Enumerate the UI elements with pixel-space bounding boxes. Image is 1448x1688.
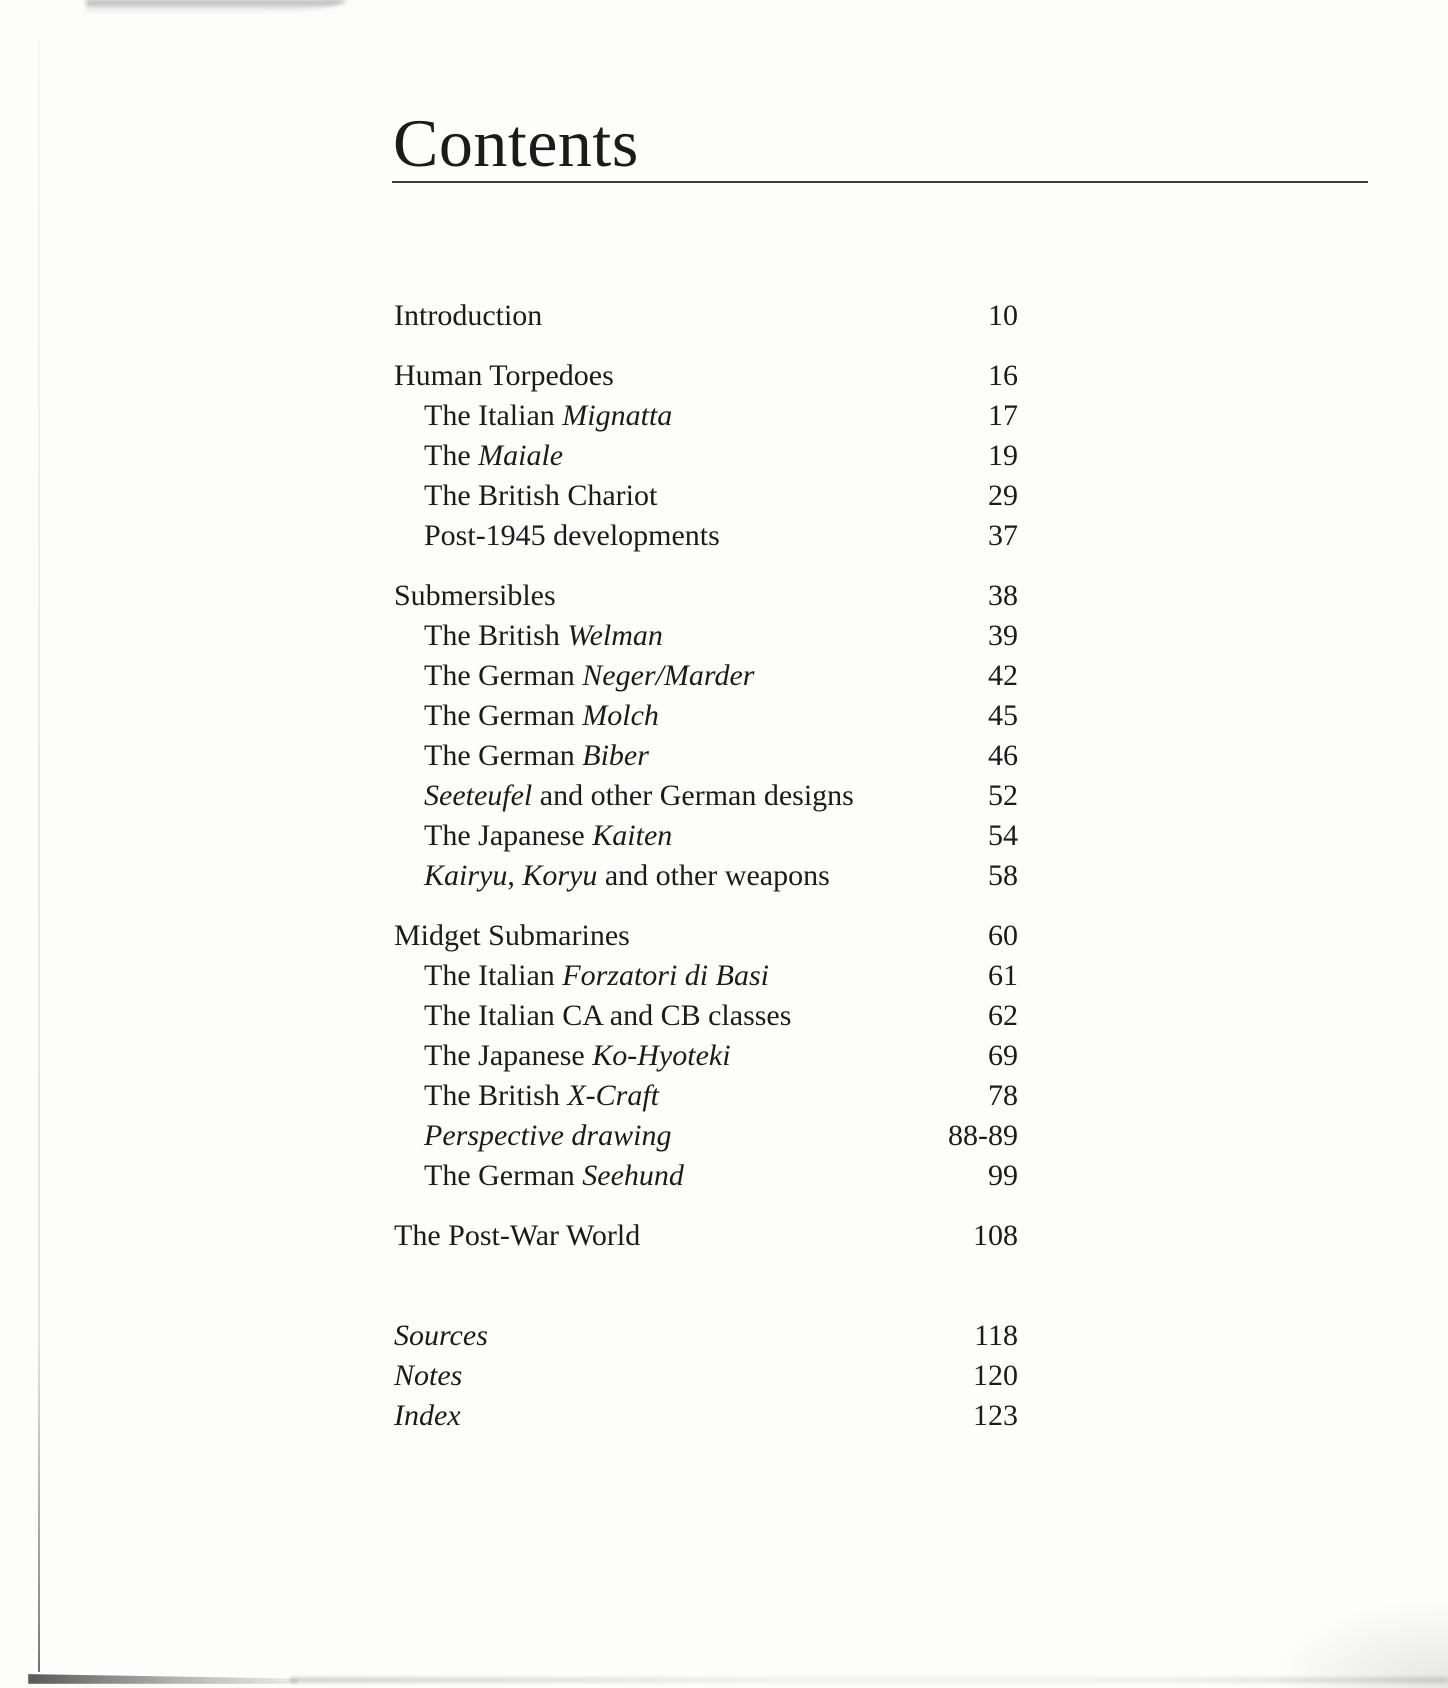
toc-entry-italic-text: Maiale [478,439,564,472]
scan-page-edge-line [38,40,40,1672]
toc-entry-text: The German [424,739,583,772]
toc-entry-label [394,356,968,396]
toc-entry-text: Introduction [394,299,543,332]
toc-page-number: 78 [988,1079,1018,1112]
toc-entry-italic-text: Notes [394,1359,463,1392]
toc-entry-label [394,736,968,776]
toc-entry-label [394,1036,968,1076]
toc-group [394,1216,1018,1256]
toc-row [394,296,1018,336]
toc-row [394,436,1018,476]
toc-entry-label [394,476,968,516]
toc-group [394,576,1018,896]
toc-page-number: 88-89 [948,1119,1018,1152]
toc-entry-italic-text: X-Craft [567,1079,659,1112]
toc-page-number: 37 [988,519,1018,552]
table-of-contents [394,296,1018,1456]
title-rule-divider [392,181,1368,183]
toc-entry-label [394,1356,953,1396]
toc-entry-text: , [507,859,523,892]
toc-entry-text: and other weapons [597,859,830,892]
toc-row [394,576,1018,616]
toc-row [394,776,1018,816]
toc-entry-label [394,1116,928,1156]
toc-group [394,356,1018,556]
toc-entry-label [394,516,968,556]
toc-entry-italic-text: Perspective drawing [424,1119,672,1152]
toc-entry-text: The Post-War World [394,1219,641,1252]
toc-page-number: 61 [988,959,1018,992]
toc-row [394,736,1018,776]
toc-entry-text: The Italian [424,399,563,432]
toc-entry-italic-text: Biber [582,739,649,772]
toc-entry-label [394,956,968,996]
toc-entry-label [394,1216,953,1256]
toc-entry-italic-text: Seeteufel [424,779,533,812]
toc-entry-label [394,1316,954,1356]
toc-entry-label [394,436,968,476]
toc-entry-label [394,1076,968,1116]
toc-row [394,856,1018,896]
toc-entry-text: The British Chariot [424,479,658,512]
toc-page-number: 10 [988,299,1018,332]
toc-entry-italic-text: Ko-Hyoteki [592,1039,731,1072]
toc-group [394,916,1018,1196]
scan-top-smear [86,0,346,15]
toc-entry-label [394,996,968,1036]
toc-entry-text: The Italian [424,959,563,992]
toc-row [394,356,1018,396]
toc-entry-italic-text: Neger/Marder [582,659,755,692]
toc-entry-label [394,816,968,856]
toc-page-number: 108 [973,1219,1018,1252]
toc-entry-label [394,1396,953,1436]
toc-entry-text: The German [424,1159,583,1192]
toc-entry-text: The Japanese [424,819,593,852]
toc-page-number: 120 [973,1359,1018,1392]
toc-entry-text: The British [424,619,568,652]
toc-row [394,696,1018,736]
toc-entry-label [394,616,968,656]
toc-row [394,916,1018,956]
toc-row [394,476,1018,516]
toc-row [394,956,1018,996]
toc-page-number: 46 [988,739,1018,772]
toc-entry-italic-text: Index [394,1399,461,1432]
toc-row [394,656,1018,696]
toc-page-number: 39 [988,619,1018,652]
toc-page-number: 38 [988,579,1018,612]
toc-row [394,516,1018,556]
toc-page-number: 42 [988,659,1018,692]
toc-row [394,396,1018,436]
scan-corner-shade [1268,1598,1448,1688]
toc-group [394,1316,1018,1436]
toc-entry-label [394,396,968,436]
toc-page-number: 62 [988,999,1018,1032]
page-title: Contents [393,105,639,181]
toc-entry-text: The German [424,659,583,692]
toc-page-number: 118 [974,1319,1018,1352]
toc-entry-text: The Japanese [424,1039,593,1072]
toc-page-number: 99 [988,1159,1018,1192]
toc-row [394,996,1018,1036]
toc-entry-italic-text: Forzatori di Basi [562,959,769,992]
scan-bottom-shadow-left [28,1672,298,1684]
toc-entry-text: Human Torpedoes [394,359,614,392]
toc-page-number: 29 [988,479,1018,512]
toc-page-number: 69 [988,1039,1018,1072]
toc-entry-italic-text: Kairyu [424,859,508,892]
toc-page-number: 52 [988,779,1018,812]
toc-entry-label [394,1156,968,1196]
toc-row [394,816,1018,856]
toc-entry-italic-text: Welman [567,619,663,652]
toc-entry-text: Submersibles [394,579,556,612]
toc-row [394,1076,1018,1116]
toc-page-number: 17 [988,399,1018,432]
toc-group [394,296,1018,336]
toc-row [394,1316,1018,1356]
toc-page-number: 16 [988,359,1018,392]
toc-entry-text: The German [424,699,583,732]
toc-entry-label [394,856,968,896]
toc-entry-label [394,296,968,336]
toc-entry-italic-text: Koryu [522,859,598,892]
toc-entry-italic-text: Sources [394,1319,488,1352]
toc-page-number: 45 [988,699,1018,732]
toc-entry-italic-text: Seehund [582,1159,684,1192]
toc-row [394,1396,1018,1436]
toc-entry-text: Midget Submarines [394,919,630,952]
toc-entry-text: Post-1945 developments [424,519,720,552]
toc-entry-text: The [424,439,479,472]
toc-row [394,1156,1018,1196]
toc-page-number: 60 [988,919,1018,952]
toc-entry-italic-text: Kaiten [592,819,673,852]
toc-row [394,1036,1018,1076]
toc-page-number: 58 [988,859,1018,892]
toc-entry-italic-text: Mignatta [562,399,673,432]
toc-page-number: 54 [988,819,1018,852]
toc-entry-italic-text: Molch [582,699,659,732]
toc-page-number: 123 [973,1399,1018,1432]
toc-entry-label [394,576,968,616]
toc-entry-text: and other German designs [532,779,854,812]
toc-row [394,1216,1018,1256]
toc-entry-text: The British [424,1079,568,1112]
toc-entry-label [394,776,968,816]
toc-entry-label [394,916,968,956]
toc-entry-label [394,696,968,736]
toc-row [394,616,1018,656]
toc-row [394,1356,1018,1396]
toc-page-number: 19 [988,439,1018,472]
toc-row [394,1116,1018,1156]
toc-entry-text: The Italian CA and CB classes [424,999,792,1032]
toc-entry-label [394,656,968,696]
